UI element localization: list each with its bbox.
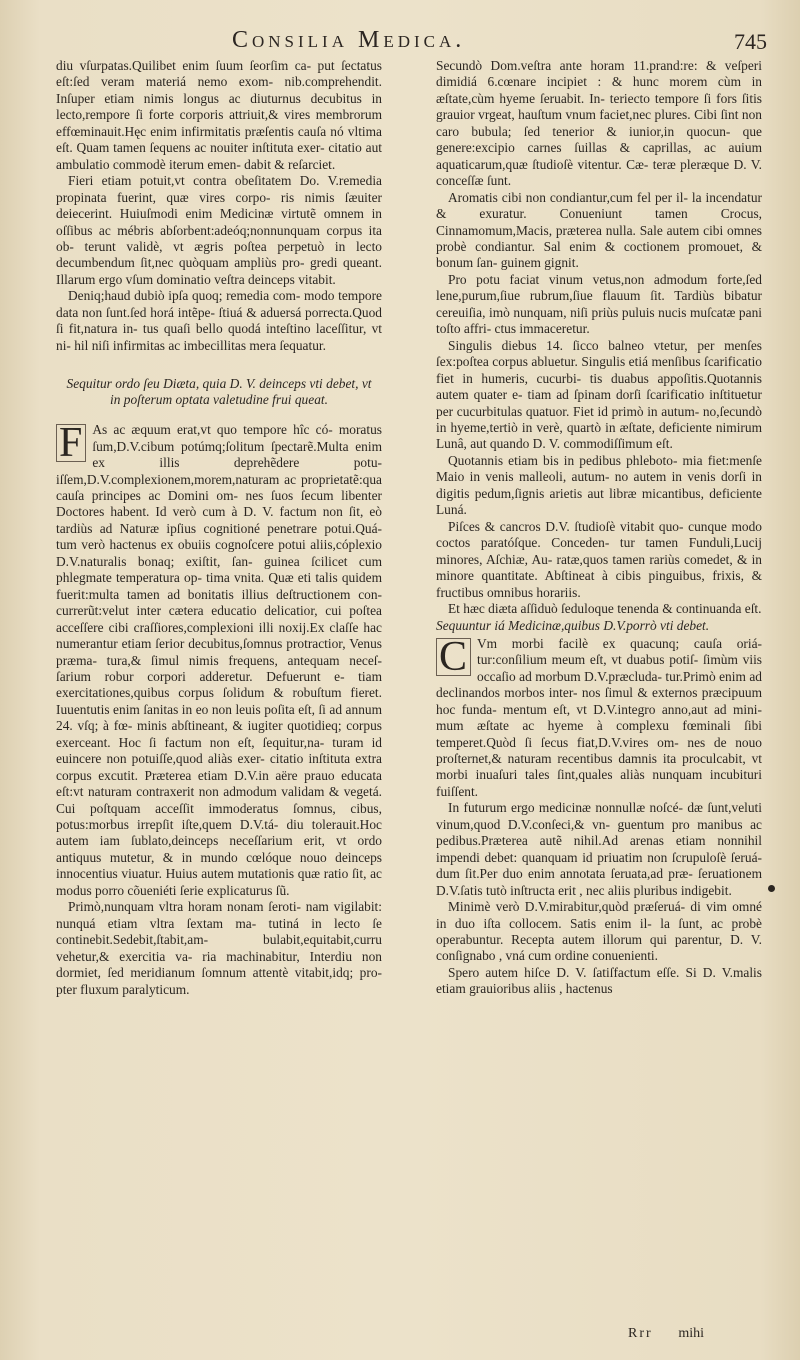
left-column: [56, 58, 382, 998]
paragraph: In futurum ergo medicinæ nonnullæ noſcé- dæ ſunt,veluti vinum,quod D.V.conſeci,& vn- guentum pro manibus ac pedibus.Præterea autẽ nihil.Ad arenas etiam nonnihil impendi debet: quanquam id priuatim non ſcrupuloſè ſeruá- dum ſit.Per duo enim annotata ſeruata,ad præ- ſeruationem D.V.ſatis tutò inſtructa erit , nec aliis pluribus indigebit.: [436, 800, 762, 898]
paragraph: Primò,nunquam vltra horam nonam ſeroti- nam vigilabit: nunquá etiam vltra ſextam ma- tutiná in lecto ſe continebit.Sedebit,ſtabit,am- bulabit,equitabit,curru vehetur,& exercitia va- ria machinabitur, Interdiu non dormiet, ſed meridianum ſomnum attentè vitabit,idq; pro- pter fluxum paralyticum.: [56, 899, 382, 997]
paragraph: diu vſurpatas.Quilibet enim ſuum ſeorſim ca- put ſectatus eſt:ſed veram materiá nemo exom- nib.comprehendit. Inſuper etiam nimis longus ac diuturnus decubitus in lecto,rempore ſi forte corporis attriuit,& vires membrorum effœminauit.Hęc enim infirmitatis præſentis cauſa nó vltima eſt. Quam tamen ſequens ac nouiter inſtituta exer- citatio aut ambulatio commodè iterum emen- dabit & reſarciet.: [56, 58, 382, 172]
paragraph: Singulis diebus 14. ſicco balneo vtetur, per menſes ſex:poſtea corpus abluetur. Singulis etiá menſibus ſcarificatio fiet in humeris, cucurbi- tis duabus appoſitis.Quotannis autem quater e- tiam ad ſpinam dorſi ſcarificatio inſtituetur per cucurbitulas quatuor. Fiet id primò in autum- no,ſecundò in hyeme,tertiò in verè, quartò in æſtate, deficiente nimirum Lunâ, aut quando D. V. commodiſſimum eſt.: [436, 337, 762, 452]
initial-paragraph: [56, 422, 382, 899]
section-heading: Sequitur ordo ſeu Diæta, quia D. V. deinceps vti debet, vt in poſterum optata valetudine frui queat.: [66, 376, 372, 408]
paragraph: Aromatis cibi non condiantur,cum fel per il- la incendatur & exuratur. Conueniunt tamen Crocus, Cinnamomum,Macis, præterea nulla. Sale autem cibi omnes probè condiantur. Sal enim & coctionem promouet, & bonum ſan- guinem gignit.: [436, 189, 762, 271]
paragraph: Deniq;haud dubiò ipſa quoq; remedia com- modo tempore data non ſunt.ſed horá intẽpe- ſtiuá & aduersá porrecta.Quod ſi fit,natura in- tus quaſi bello quodá inteſtino laceſſitur, vt ni- hil niſi infirmitas ac imbecillitas mera ſequatur.: [56, 288, 382, 353]
paragraph: As ac æquum erat,vt quo tempore hîc có- moratus ſum,D.V.cibum potúmq;ſolitum ſpectarẽ.Multa enim ex illis deprehẽdere potu- iſſem,D.V.complexionem,morem,naturam ac proprietatẽ:qua cauſa principes ac Domini om- nes ſuos ſecum libenter Doctores habent. Id verò cum à D. V. factum non ſit, eò tardiùs ad Naturæ ipſius cognitioné penetrare potui.Quá- tum verò hactenus ex obuiis cognoſcere potui aliis,cóplexio D.V.naturalis bonaq; exiſtit, ſan- guinea ſcilicet cum phlegmate temperatura op- tima vnita. Quæ eti talis quidem fuerit:multa tamen ad bonitatis illius deſtructionem con- currerũt:velut inter cætera educatio delicatior, cui poſtea acceſſere cibi craſſiores,complexioni illi noxij.Ex claſſe hac numerantur etiam ſerior decubitus,ſomnus protractior, Venus præma- tura,& ſimul nimis frequens, antequam neceſ- ſarium robur corpori adderetur. Defuerunt e- tiam exercitationes,quibus corpus ſolidum & robuſtum fieret. Iuuentutis enim ſanitas in eo non leuis poſita eſt, ſi ad annum 24. vſq; à fœ- minis abſtineant, & iugiter quotidieq; corpus exerceant. Hoc ſi factum non eſt, ſequitur,na- turam id euincere non potuiſſe,quod aliàs exer- citatio inſtituta extra corpus excutit. Præterea etiam D.V.in aëre prauo educata eſt:vt naturam contraxerit non admodum validam & vegetá. Cui poſtquam acceſſit immoderatus ſomnus, cibus, potus:morbus irrepſit iſte,quem D.V.tá- diu tolerauit.Hoc autem iam ſublato,deinceps neceſſarium erit, vt ordo antiquus mutetur, & in mundo cœlóque nouo deinceps innocentius viuatur. Huius autem mutationis quæ ratio ſit, ac modus porro cõueniéti ſerie explicaturus ſũ.: [56, 422, 382, 898]
signature-mark: Rrr: [628, 1326, 653, 1341]
paragraph: Pro potu faciat vinum vetus,non admodum forte,ſed lene,purum,ſiue rubrum,ſiue flauum ſit. Tardiùs bibatur cereuiſia, imò nunquam, niſi priùs puluis nucis muſcatæ pani toſto affri- ctus immaceretur.: [436, 271, 762, 337]
page-number: 745: [734, 29, 767, 54]
right-column: [436, 58, 762, 998]
paragraph: Quotannis etiam bis in pedibus phleboto- mia fiet:menſe Maio in venis malleoli, autum- no autem in venis dorſi in digitis pedum,ſignis arietis aut libræ micantibus, deficiente Luná.: [436, 452, 762, 518]
paragraph: Vm morbi facilè ex quacunq; cauſa oriá- tur:conſilium meum eſt, vt duabus potiſ- ſimùm viis occaſio ad morbum D.V.præcluda- tur.Primò enim ad declinandos morbos inter- nos ſimul & externos præcipuum hoc funda- mentum eſt, vt D.V.integro anno,aut ad mini- mum æſtate ac hyeme à complexu fœminali ſibi temperet.Quòd ſi ſecus fiat,D.V.vires om- nes de nouo proſternet,& naturam recentibus damnis ita proculcabit, vt morbi inuaſuri tales ſint,quales aliàs nunquam incubituri fuiſſent.: [436, 635, 762, 799]
paragraph: Secundò Dom.veſtra ante horam 11.prand:re: & veſperi dimidiá 6.cœnare incipiet : & hunc morem cùm in æſtate,cùm hyeme ſeruabit. In- teriecto tempore ſi fors ſitis grauior vrgeat, hauſtum vnum faciet,nec plures. Cibi ſint non caro bubula; ſed tenerior & iunior,in quocun- que genere:excipio carnes ſuillas & caprillas, ac auium aquaticarum,quæ ſtudioſè vitentur. Cæ- teræ pleræque D. V. conceſſæ ſunt.: [436, 58, 762, 189]
ink-dot-mark: [768, 885, 775, 892]
running-title: Consilia Medica.: [232, 27, 466, 53]
paragraph: Fieri etiam potuit,vt contra obeſitatem Do. V.remedia propinata fuerint, quæ vires corpo- ris nimis ſæuiter deiecerint. Huiuſmodi enim Medicinæ virtutẽ omnem in oſſibus ac mébris abſorbent:adeóq;nonnunquam corpus ita ob- terunt validè, vt ægris poſtea perpetuò in lecto decumbendum ſit,nec quòquam ampliùs pro- gredi queant. Illarum ergo vſum dominatio veſtra deinceps vitabit.: [56, 173, 382, 287]
drop-cap-initial: F: [56, 424, 86, 462]
paragraph: Spero autem hiſce D. V. ſatiſfactum eſſe. Si D. V.malis etiam grauioribus aliis , hactenus: [436, 964, 762, 997]
section-heading: Sequuntur iá Medicinæ,quibus D.V.porrò vti debet.: [436, 618, 710, 634]
drop-cap-initial: C: [436, 638, 471, 676]
paragraph: Et hæc diæta aſſiduò ſeduloque tenenda & continuanda eſt.: [448, 600, 762, 616]
catchword: mihi: [678, 1326, 704, 1341]
running-head: [0, 27, 800, 59]
paragraph: Minimè verò D.V.mirabitur,quòd præſeruá- di vim omné in duo iſta collocem. Satis enim il- la ſunt, ac probè operabuntur. Recepta autem illorum qui parentur, D. V. conſignabo , vná cum ordine conuenienti.: [436, 899, 762, 964]
initial-paragraph: [436, 633, 762, 801]
paragraph: Piſces & cancros D.V. ſtudioſè vitabit quo- cunque modo coctos paratóſque. Conceden- tur tamen Funduli,Lucij minores, Aſchiæ, Au- ratæ,quos tamen rariùs comedet, & in minore quantitate. Abſtineat à cibis pinguibus, frixis, & fructibus omnibus horariis.: [436, 518, 762, 600]
